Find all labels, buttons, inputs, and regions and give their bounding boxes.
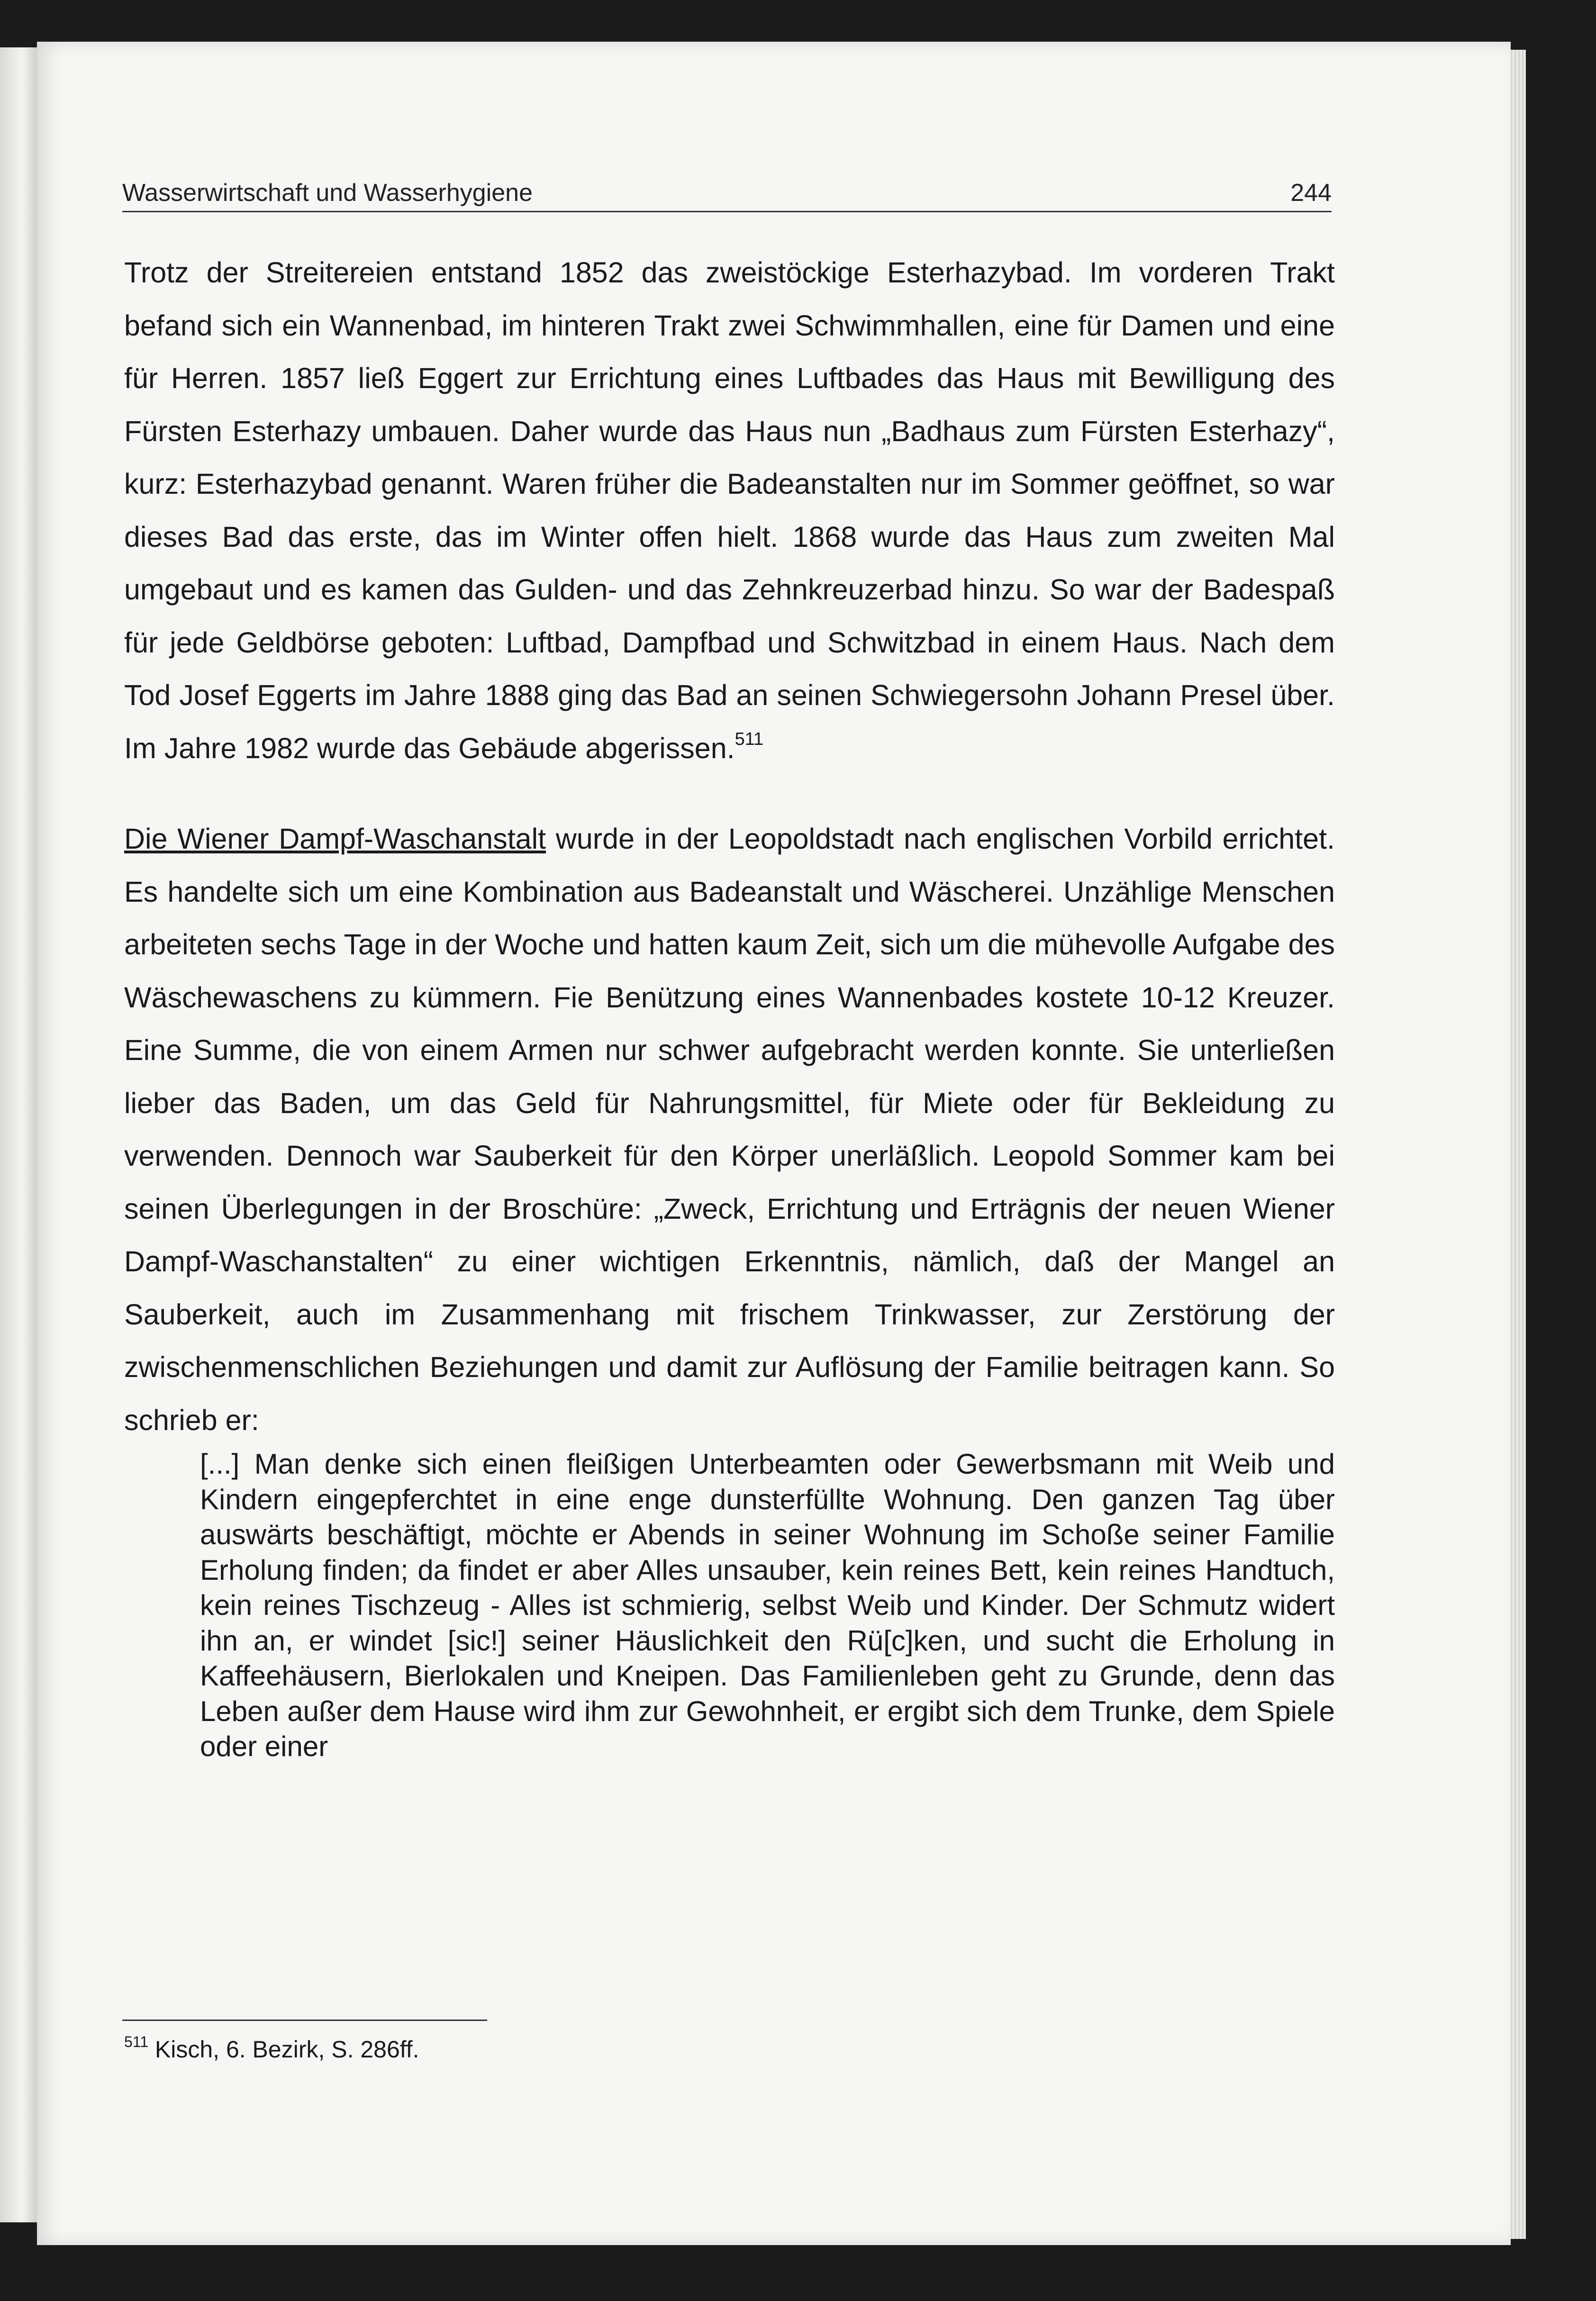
- footnote-text: Kisch, 6. Bezirk, S. 286ff.: [148, 2036, 419, 2063]
- left-page-edge: [0, 47, 37, 2222]
- paragraph-dampf-waschanstalt: [124, 813, 1335, 1447]
- footnote: [124, 2033, 419, 2063]
- paragraph-text: Trotz der Streitereien entstand 1852 das zweistöckige Esterhazybad. Im vorderen Trakt befand sich ein Wannenbad, im hinteren Trakt zwei Schwimmhallen, eine für Damen und eine für Herren. 1857 ließ Eggert zur Errichtung eines Luftbades das Haus mit Bewilligung des Fürsten Esterhazy umbauen. Daher wurde das Haus nun „Badhaus zum Fürsten Esterhazy“, kurz: Esterhazybad genannt. Waren früher die Badeanstalten nur im Sommer geöffnet, so war dieses Bad das erste, das im Winter offen hielt. 1868 wurde das Haus zum zweiten Mal umgebaut und es kamen das Gulden- und das Zehnkreuzerbad hinzu. So war der Badespaß für jede Geldbörse geboten: Luftbad, Dampfbad und Schwitzbad in einem Haus. Nach dem Tod Josef Eggerts im Jahre 1888 ging das Bad an seinen Schwiegersohn Johann Presel über. Im Jahre 1982 wurde das Gebäude abgerissen.: [124, 256, 1335, 764]
- running-head-title: Wasserwirtschaft und Wasserhygiene: [122, 179, 533, 207]
- paragraph-esterhazybad: [124, 246, 1335, 775]
- block-quote: [...] Man denke sich einen fleißigen Unterbeamten oder Gewerbsmann mit Weib und Kindern eingepferchtet in eine enge dunsterfüllte Wohnung. Den ganzen Tag über auswärts beschäftigt, möchte er Abends in seiner Wohnung im Schoße seiner Familie Erholung finden; da findet er aber Alles unsauber, kein reines Bett, kein reines Handtuch, kein reines Tischzeug - Alles ist schmierig, selbst Weib und Kinder. Der Schmutz widert ihn an, er windet [sic!] seiner Häuslichkeit den Rü[c]ken, und sucht die Erholung in Kaffeehäusern, Bierlokalen und Kneipen. Das Familienleben geht zu Grunde, denn das Leben außer dem Hause wird ihm zur Gewohnheit, er ergibt sich dem Trunke, dem Spiele oder einer: [200, 1448, 1335, 1762]
- running-head: [122, 135, 1332, 212]
- footnote-reference: 511: [735, 729, 764, 749]
- underlined-lead: Die Wiener Dampf-Waschanstalt: [124, 823, 546, 855]
- footnote-number: 511: [124, 2033, 149, 2050]
- paragraph-text: wurde in der Leopoldstadt nach englischen Vorbild errichtet. Es handelte sich um eine Kombination aus Badeanstalt und Wäscherei. Unzählige Menschen arbeiteten sechs Tage in der Woche und hatten kaum Zeit, sich um die mühevolle Aufgabe des Wäschewaschens zu kümmern. Fie Benützung eines Wannenbades kostete 10-12 Kreuzer. Eine Summe, die von einem Armen nur schwer aufgebracht werden konnte. Sie unterließen lieber das Baden, um das Geld für Nahrungsmittel, für Miete oder für Bekleidung zu verwenden. Dennoch war Sauberkeit für den Körper unerläßlich. Leopold Sommer kam bei seinen Überlegungen in der Broschüre: „Zweck, Errichtung und Erträgnis der neuen Wiener Dampf-Waschanstalten“ zu einer wichtigen Erkenntnis, nämlich, daß der Mangel an Sauberkeit, auch im Zusammenhang mit frischem Trinkwasser, zur Zerstörung der zwischenmenschlichen Beziehungen und damit zur Auflösung der Familie beitragen kann. So schrieb er:: [124, 823, 1335, 1436]
- body-text: [124, 246, 1335, 1765]
- page-number: 244: [1290, 179, 1332, 207]
- footnote-rule: [122, 2020, 487, 2021]
